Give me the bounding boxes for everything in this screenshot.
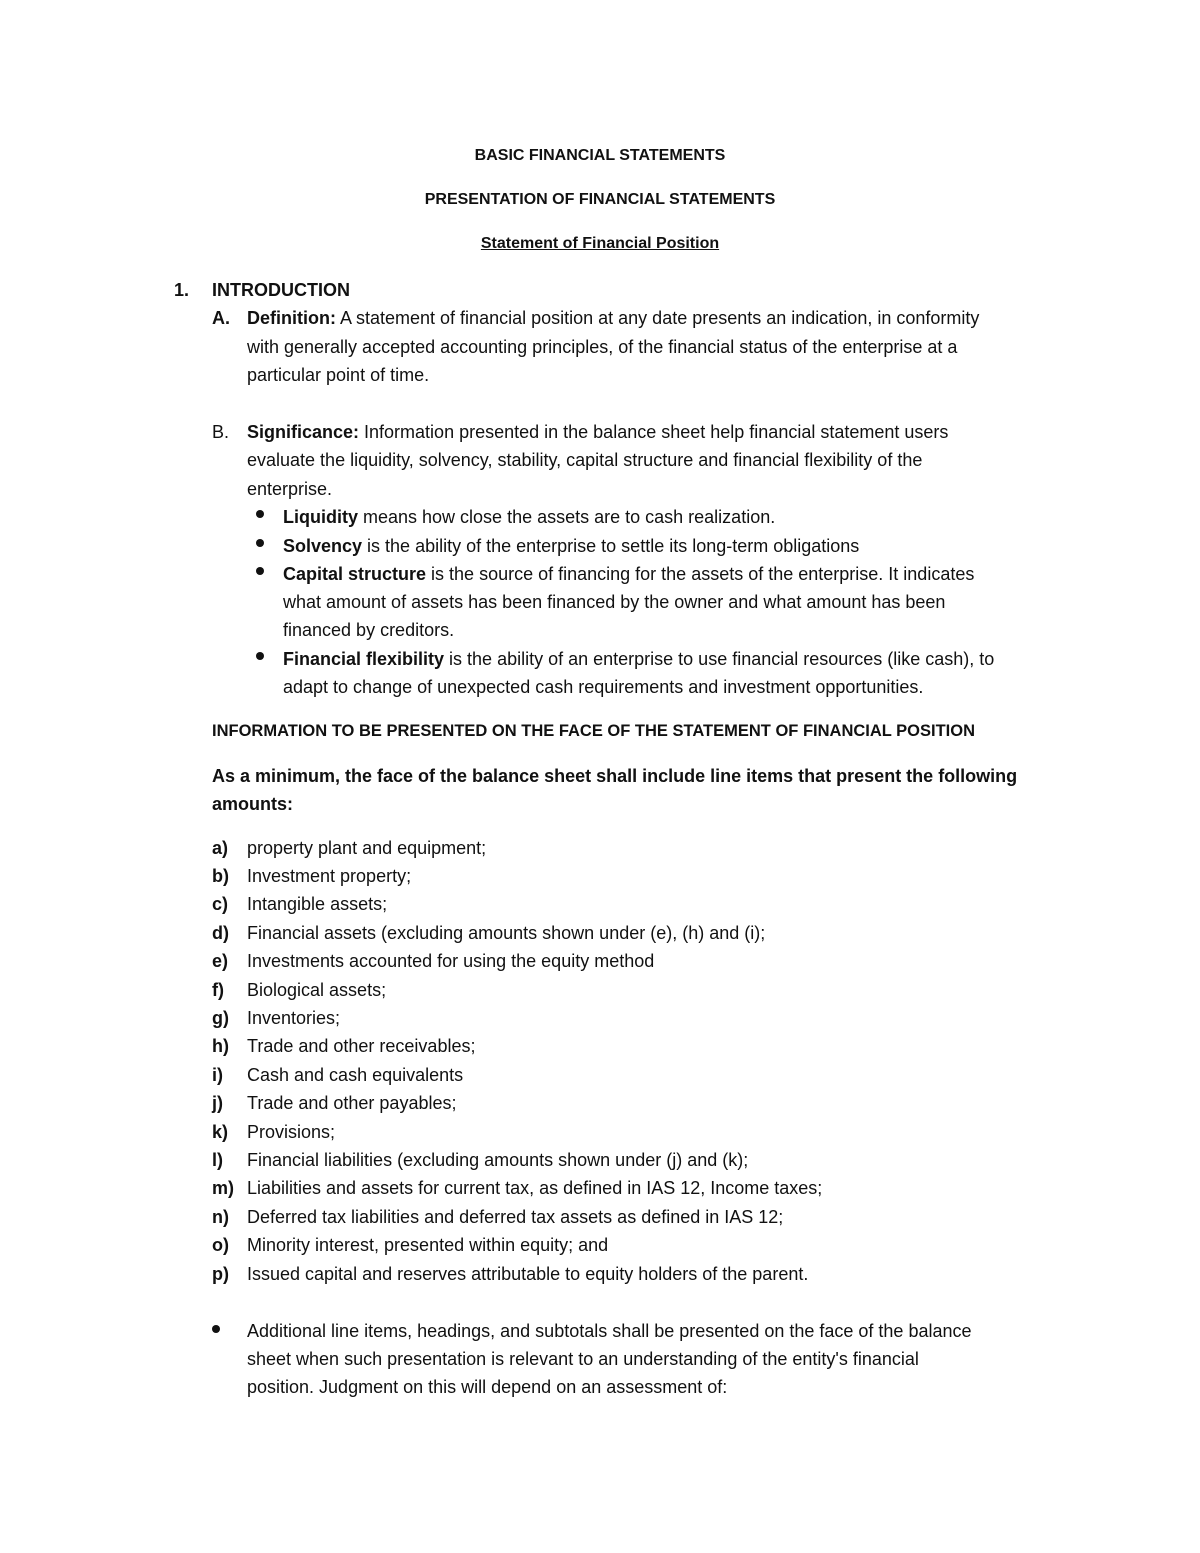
list-item-label: l) [212, 1150, 223, 1170]
list-item-label: i) [212, 1065, 223, 1085]
additional-line-items-line-3: position. Judgment on this will depend on an assessment of: [247, 1377, 728, 1397]
significance-paragraph-line-1: Significance: Information presented in the balance sheet help financial statement users [247, 422, 949, 442]
list-item: Trade and other receivables; [247, 1036, 476, 1056]
list-item-label: n) [212, 1207, 229, 1227]
definition-paragraph-line-2: with generally accepted accounting principles, of the financial status of the enterprise at a [247, 337, 958, 357]
minimum-statement-line-2: amounts: [212, 794, 293, 814]
bullet-financial-flexibility-line-2: adapt to change of unexpected cash requirements and investment opportunities. [283, 677, 924, 697]
list-item: Liabilities and assets for current tax, as defined in IAS 12, Income taxes; [247, 1178, 823, 1198]
list-item-label: j) [212, 1093, 223, 1113]
significance-paragraph-line-3: enterprise. [247, 479, 333, 499]
bullet-icon [256, 652, 264, 660]
list-item-label: k) [212, 1122, 229, 1142]
intro-heading: INTRODUCTION [212, 280, 350, 300]
bullet-icon [256, 539, 264, 547]
definition-paragraph-line-3: particular point of time. [247, 365, 430, 385]
list-item-label: o) [212, 1235, 229, 1255]
list-item-label: e) [212, 951, 229, 971]
definition-letter: A. [212, 308, 230, 328]
minimum-statement-line-1: As a minimum, the face of the balance sheet shall include line items that present the following [212, 766, 1018, 786]
list-item: Biological assets; [247, 980, 387, 1000]
significance-term: Significance: [247, 422, 360, 442]
list-item-label: p) [212, 1264, 229, 1284]
bullet-capital-structure: Capital structure is the source of financing for the assets of the enterprise. It indicates [283, 564, 975, 584]
bullet-capital-structure-line-2: what amount of assets has been financed by the owner and what amount has been [283, 592, 946, 612]
list-item: Investments accounted for using the equity method [247, 951, 655, 971]
list-item-label: f) [212, 980, 224, 1000]
list-item: property plant and equipment; [247, 838, 487, 858]
significance-paragraph-line-2: evaluate the liquidity, solvency, stability, capital structure and financial flexibility of the [247, 450, 923, 470]
list-item-label: m) [212, 1178, 234, 1198]
bullet-liquidity: Liquidity means how close the assets are to cash realization. [283, 507, 776, 527]
list-item-label: g) [212, 1008, 229, 1028]
definition-term: Definition: [247, 308, 336, 328]
additional-line-items-line-1: Additional line items, headings, and subtotals shall be presented on the face of the balance [247, 1321, 972, 1341]
list-item-label: a) [212, 838, 229, 858]
list-item: Issued capital and reserves attributable to equity holders of the parent. [247, 1264, 809, 1284]
list-item: Trade and other payables; [247, 1093, 457, 1113]
section-title: Statement of Financial Position [480, 235, 720, 252]
list-item-label: d) [212, 923, 229, 943]
document-title: BASIC FINANCIAL STATEMENTS [474, 147, 726, 164]
significance-letter: B. [212, 422, 230, 442]
bullet-icon [256, 567, 264, 575]
bullet-financial-flexibility: Financial flexibility is the ability of an enterprise to use financial resources (like cash), to [283, 649, 995, 669]
bullet-solvency: Solvency is the ability of the enterprise to settle its long-term obligations [283, 536, 860, 556]
document-subtitle: PRESENTATION OF FINANCIAL STATEMENTS [424, 191, 776, 208]
list-item-label: b) [212, 866, 229, 886]
additional-line-items-line-2: sheet when such presentation is relevant to an understanding of the entity's financial [247, 1349, 919, 1369]
list-item: Inventories; [247, 1008, 341, 1028]
list-item: Provisions; [247, 1122, 336, 1142]
bullet-icon [212, 1325, 220, 1333]
list-item-label: h) [212, 1036, 229, 1056]
info-heading: INFORMATION TO BE PRESENTED ON THE FACE OF THE STATEMENT OF FINANCIAL POSITION [212, 722, 975, 740]
list-item-label: c) [212, 894, 229, 914]
list-item: Deferred tax liabilities and deferred tax assets as defined in IAS 12; [247, 1207, 784, 1227]
bullet-capital-structure-line-3: financed by creditors. [283, 620, 455, 640]
list-item: Cash and cash equivalents [247, 1065, 464, 1085]
list-item: Investment property; [247, 866, 412, 886]
intro-number: 1. [174, 280, 190, 300]
bullet-icon [256, 510, 264, 518]
list-item: Financial assets (excluding amounts shown under (e), (h) and (i); [247, 923, 766, 943]
list-item: Intangible assets; [247, 894, 388, 914]
list-item: Financial liabilities (excluding amounts shown under (j) and (k); [247, 1150, 749, 1170]
list-item: Minority interest, presented within equity; and [247, 1235, 609, 1255]
definition-paragraph-line-1: Definition: A statement of financial position at any date presents an indication, in conformity [247, 308, 980, 328]
